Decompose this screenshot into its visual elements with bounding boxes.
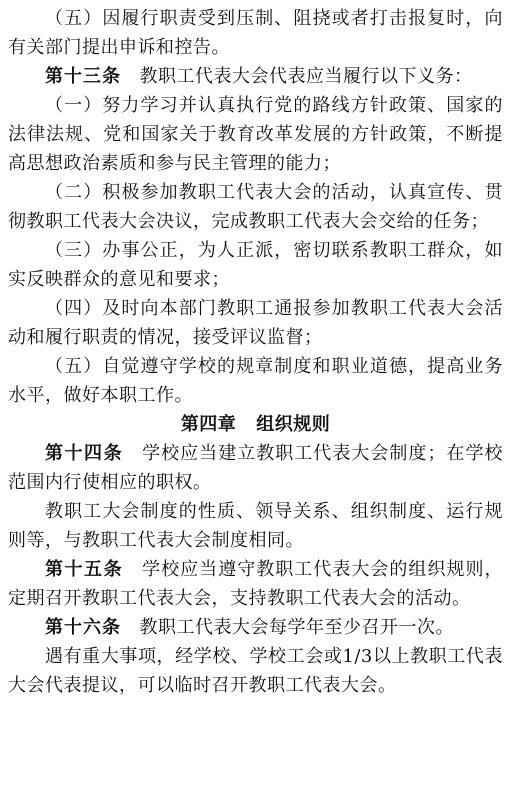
clause-1-study: （一）努力学习并认真执行党的路线方针政策、国家的法律法规、党和国家关于教育改革发展的方针政策，不断提高思想政治素质和参与民主管理的能力； — [8, 95, 503, 174]
staff-assembly-paragraph: 教职工大会制度的性质、领导关系、组织制度、运行规则等，与教职工代表大会制度相同。 — [8, 501, 503, 551]
chapter-number: 第四章 — [180, 414, 237, 435]
clause-5-discipline: （五）自觉遵守学校的规章制度和职业道德，提高业务水平，做好本职工作。 — [8, 356, 503, 406]
article-15-text: 学校应当遵守教职工代表大会的组织规则，定期召开教职工代表大会，支持教职工代表大会的活动。 — [8, 559, 504, 609]
chapter-heading — [8, 410, 503, 439]
article-14 — [8, 439, 503, 497]
clause-5-appeal: （五）因履行职责受到压制、阻挠或者打击报复时，向有关部门提出申诉和控告。 — [8, 8, 503, 58]
article-14-text: 学校应当建立教职工代表大会制度；在学校范围内行使相应的职权。 — [8, 443, 504, 493]
article-14-heading: 第十四条 — [45, 443, 124, 464]
article-16-text: 教职工代表大会每学年至少召开一次。 — [139, 617, 454, 638]
article-15 — [8, 555, 503, 613]
chapter-title: 组织规则 — [256, 414, 331, 435]
clause-4-report: （四）及时向本部门教职工通报参加教职工代表大会活动和履行职责的情况，接受评议监督； — [8, 298, 503, 348]
special-session-paragraph: 遇有重大事项，经学校、学校工会或1/3以上教职工代表大会代表提议，可以临时召开教职工代表大会。 — [8, 646, 503, 696]
article-15-heading: 第十五条 — [45, 559, 124, 580]
article-16 — [8, 613, 503, 642]
article-16-heading: 第十六条 — [45, 617, 121, 638]
clause-2-participate: （二）积极参加教职工代表大会的活动，认真宣传、贯彻教职工代表大会决议，完成教职工代表大会交给的任务； — [8, 182, 503, 232]
article-13-text: 教职工代表大会代表应当履行以下义务： — [139, 66, 473, 87]
clause-3-fairness: （三）办事公正，为人正派，密切联系教职工群众，如实反映群众的意见和要求； — [8, 240, 503, 290]
article-13 — [8, 62, 503, 91]
article-13-heading: 第十三条 — [45, 66, 121, 87]
